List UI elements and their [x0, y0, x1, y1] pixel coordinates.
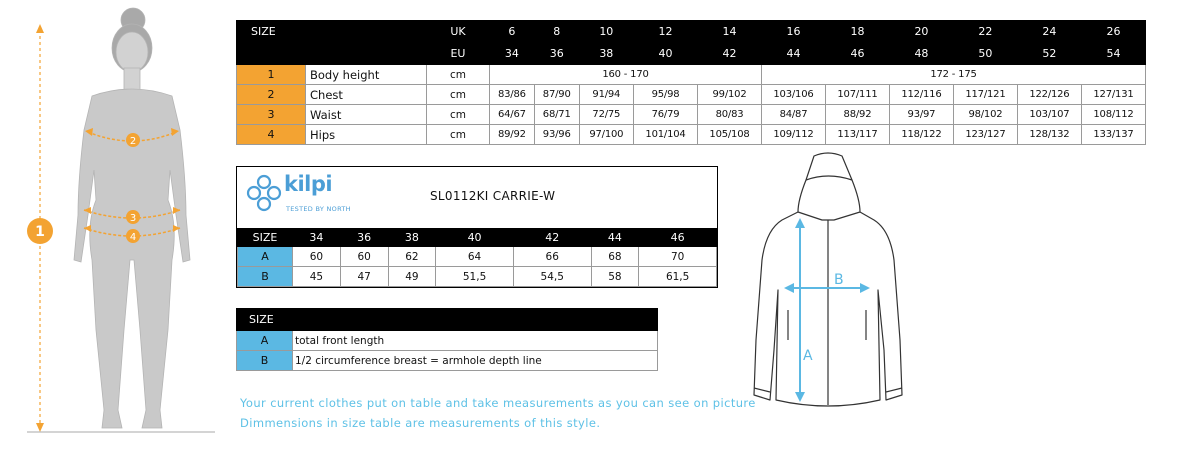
cell-value: 60: [293, 247, 341, 267]
measure-name: Hips: [306, 125, 427, 145]
cell-value: 103/106: [761, 85, 825, 105]
size-col: 34: [293, 229, 341, 247]
table-row: [237, 351, 658, 371]
cell-value: 68: [591, 247, 639, 267]
size-col: 42: [513, 229, 591, 247]
uk-size: 8: [534, 21, 579, 43]
table-row: [237, 85, 1146, 105]
eu-size: 44: [761, 43, 825, 65]
cell-value: 108/112: [1081, 105, 1145, 125]
cell-value: 49: [388, 267, 436, 287]
table-row: [237, 331, 658, 351]
row-number: 4: [237, 125, 306, 145]
cell-value: 80/83: [698, 105, 762, 125]
cell-value: 61,5: [639, 267, 717, 287]
marker-2: [126, 133, 140, 147]
cell-value: 64: [436, 247, 514, 267]
measure-name: Body height: [306, 65, 427, 85]
uk-size: 24: [1017, 21, 1081, 43]
eu-size: 48: [889, 43, 953, 65]
cell-value: 54,5: [513, 267, 591, 287]
model-name: SL0112KI CARRIE-W: [430, 189, 556, 203]
row-number: 1: [237, 65, 306, 85]
uk-size: 6: [490, 21, 535, 43]
cell-value: 93/96: [534, 125, 579, 145]
brand-tagline: TESTED BY NORTH: [286, 205, 351, 213]
table-row: [237, 105, 1146, 125]
row-label: A: [238, 247, 293, 267]
marker-1: [27, 218, 53, 244]
unit: cm: [427, 125, 490, 145]
cell-value: 45: [293, 267, 341, 287]
cell-value: 60: [340, 247, 388, 267]
cell-value: 98/102: [953, 105, 1017, 125]
size-col: 44: [591, 229, 639, 247]
marker-4: [126, 229, 140, 243]
range-value: 160 - 170: [490, 65, 762, 85]
cell-value: 97/100: [579, 125, 633, 145]
uk-size: 18: [825, 21, 889, 43]
cell-value: 68/71: [534, 105, 579, 125]
size-header: SIZE: [238, 229, 293, 247]
row-number: 2: [237, 85, 306, 105]
cell-value: 72/75: [579, 105, 633, 125]
uk-size: 10: [579, 21, 633, 43]
row-label: B: [237, 351, 293, 371]
marker-3: [126, 210, 140, 224]
uk-label: UK: [427, 21, 490, 43]
cell-value: 122/126: [1017, 85, 1081, 105]
svg-text:3: 3: [129, 213, 137, 224]
cell-value: 101/104: [634, 125, 698, 145]
uk-size: 16: [761, 21, 825, 43]
jacket-illustration: [748, 150, 908, 420]
uk-header-row: [237, 21, 1146, 43]
cell-value: 51,5: [436, 267, 514, 287]
cell-value: 89/92: [490, 125, 535, 145]
row-label: A: [237, 331, 293, 351]
eu-size: 38: [579, 43, 633, 65]
cell-value: 107/111: [825, 85, 889, 105]
size-col: 38: [388, 229, 436, 247]
cell-value: 127/131: [1081, 85, 1145, 105]
cell-value: 93/97: [889, 105, 953, 125]
cell-value: 62: [388, 247, 436, 267]
body-figure: [0, 0, 230, 453]
unit: cm: [427, 65, 490, 85]
table-row: [237, 125, 1146, 145]
eu-size: 36: [534, 43, 579, 65]
svg-text:1: 1: [35, 224, 45, 240]
uk-size: 12: [634, 21, 698, 43]
row-number: 3: [237, 105, 306, 125]
cell-value: 118/122: [889, 125, 953, 145]
cell-value: 105/108: [698, 125, 762, 145]
kilpi-logo: [246, 172, 366, 216]
cell-value: 83/86: [490, 85, 535, 105]
size-col: 46: [639, 229, 717, 247]
cell-value: 99/102: [698, 85, 762, 105]
cell-value: 58: [591, 267, 639, 287]
uk-size: 14: [698, 21, 762, 43]
product-size-table: [237, 228, 717, 287]
measure-name: Chest: [306, 85, 427, 105]
cell-value: 109/112: [761, 125, 825, 145]
cell-value: 117/121: [953, 85, 1017, 105]
instruction-note: Dimmensions in size table are measurements of this style.: [240, 416, 601, 430]
cell-value: 123/127: [953, 125, 1017, 145]
brand-name: kilpi: [284, 172, 333, 196]
cell-value: 87/90: [534, 85, 579, 105]
cell-value: 95/98: [634, 85, 698, 105]
unit: cm: [427, 85, 490, 105]
size-header-row: [238, 229, 717, 247]
eu-size: 54: [1081, 43, 1145, 65]
eu-size: 50: [953, 43, 1017, 65]
eu-size: 42: [698, 43, 762, 65]
cell-value: 47: [340, 267, 388, 287]
cell-value: 70: [639, 247, 717, 267]
cell-value: 64/67: [490, 105, 535, 125]
jacket-label-a: A: [803, 348, 813, 364]
eu-size: 52: [1017, 43, 1081, 65]
eu-size: 40: [634, 43, 698, 65]
cell-value: 91/94: [579, 85, 633, 105]
cell-value: 88/92: [825, 105, 889, 125]
size-col: 36: [340, 229, 388, 247]
svg-text:4: 4: [129, 232, 137, 243]
jacket-label-b: B: [834, 272, 844, 288]
uk-size: 20: [889, 21, 953, 43]
table-row: [238, 247, 717, 267]
legend-description: total front length: [293, 331, 658, 351]
cell-value: 128/132: [1017, 125, 1081, 145]
instruction-note: Your current clothes put on table and take measurements as you can see on picture: [240, 396, 756, 410]
eu-header-row: [237, 43, 1146, 65]
measure-name: Waist: [306, 105, 427, 125]
uk-size: 26: [1081, 21, 1145, 43]
legend-header-row: [237, 309, 658, 331]
eu-size: 46: [825, 43, 889, 65]
table-row: [237, 65, 1146, 85]
cell-value: 76/79: [634, 105, 698, 125]
cell-value: 113/117: [825, 125, 889, 145]
row-label: B: [238, 267, 293, 287]
measurement-legend: [236, 308, 658, 371]
cell-value: 66: [513, 247, 591, 267]
body-size-table: [236, 20, 1146, 145]
size-header: SIZE: [237, 309, 658, 331]
eu-size: 34: [490, 43, 535, 65]
uk-size: 22: [953, 21, 1017, 43]
unit: cm: [427, 105, 490, 125]
size-header: SIZE: [237, 21, 306, 43]
cell-value: 112/116: [889, 85, 953, 105]
table-row: [238, 267, 717, 287]
eu-label: EU: [427, 43, 490, 65]
range-value: 172 - 175: [761, 65, 1145, 85]
cell-value: 84/87: [761, 105, 825, 125]
cell-value: 133/137: [1081, 125, 1145, 145]
cell-value: 103/107: [1017, 105, 1081, 125]
knot-icon: [246, 174, 282, 212]
svg-text:2: 2: [129, 136, 137, 147]
legend-description: 1/2 circumference breast = armhole depth line: [293, 351, 658, 371]
size-col: 40: [436, 229, 514, 247]
